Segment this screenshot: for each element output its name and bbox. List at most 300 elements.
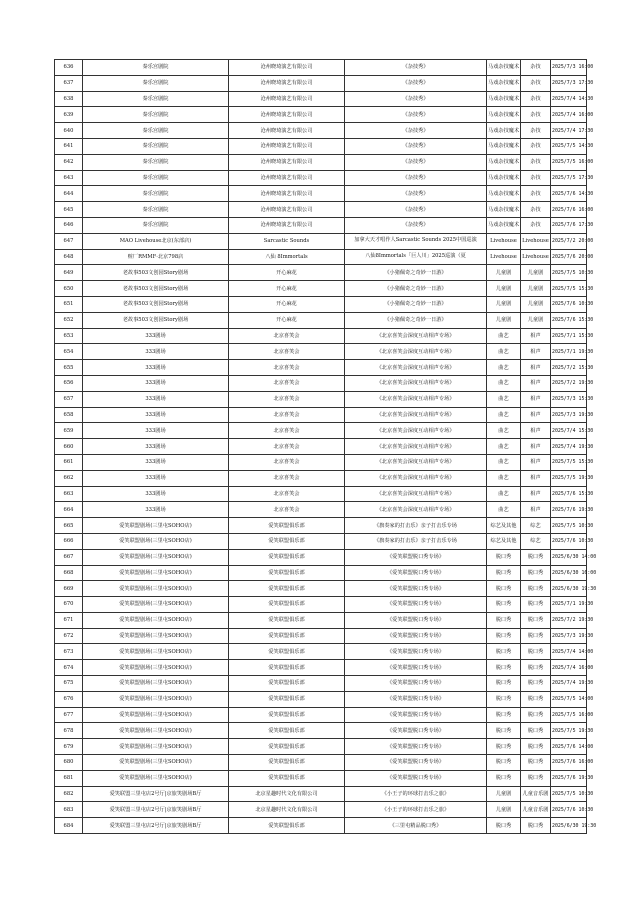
table-row xyxy=(55,470,587,486)
table-row xyxy=(55,628,587,644)
subcategory-cell: 杂技 xyxy=(521,75,551,91)
subcategory-cell: 脱口秀 xyxy=(521,549,551,565)
table-row xyxy=(55,375,587,391)
showtime-cell: 2025/7/3 19:30 xyxy=(551,407,587,423)
row-number-cell: 642 xyxy=(55,154,83,170)
subcategory-cell: 儿童剧 xyxy=(521,312,551,328)
table-row xyxy=(55,786,587,802)
organizer-cell: 开心麻花 xyxy=(229,296,345,312)
organizer-cell: 沧州晓琦演艺有限公司 xyxy=(229,60,345,76)
showtime-cell: 2025/7/4 14:00 xyxy=(551,644,587,660)
category-cell: 马戏杂技魔术 xyxy=(487,138,521,154)
row-number-cell: 644 xyxy=(55,186,83,202)
organizer-cell: 北京喜笑会 xyxy=(229,486,345,502)
show-title-cell: 《北京喜笑会深度互动相声专场》 xyxy=(345,375,487,391)
table-body xyxy=(55,60,597,834)
row-number-cell: 651 xyxy=(55,296,83,312)
row-number-cell: 639 xyxy=(55,107,83,123)
row-number-cell: 645 xyxy=(55,202,83,218)
subcategory-cell: 脱口秀 xyxy=(521,660,551,676)
subcategory-cell: 综艺 xyxy=(521,518,551,534)
showtime-cell: 2025/7/5 10:30 xyxy=(551,518,587,534)
venue-cell: 333剧场 xyxy=(83,344,229,360)
row-number-cell: 669 xyxy=(55,581,83,597)
category-cell: 曲艺 xyxy=(487,407,521,423)
organizer-cell: 爱笑联盟俱乐部 xyxy=(229,770,345,786)
organizer-cell: 开心麻花 xyxy=(229,312,345,328)
table-row xyxy=(55,486,587,502)
venue-cell: 爱笑联盟剧场(三里屯SOHO店) xyxy=(83,597,229,613)
showtime-cell: 2025/7/2 19:30 xyxy=(551,612,587,628)
category-cell: 脱口秀 xyxy=(487,707,521,723)
subcategory-cell: 杂技 xyxy=(521,123,551,139)
show-title-cell: 《北京喜笑会深度互动相声专场》 xyxy=(345,360,487,376)
venue-cell: 爱笑联盟剧场(三里屯SOHO店) xyxy=(83,565,229,581)
row-number-cell: 679 xyxy=(55,739,83,755)
show-title-cell: 《杂技秀》 xyxy=(345,138,487,154)
venue-cell: 爱笑联盟三里屯店2号厅|京旅笑剧场B厅 xyxy=(83,802,229,818)
venue-cell: 爱笑联盟剧场(三里屯SOHO店) xyxy=(83,739,229,755)
table-row xyxy=(55,423,587,439)
row-number-cell: 648 xyxy=(55,249,83,265)
category-cell: 马戏杂技魔术 xyxy=(487,170,521,186)
subcategory-cell: 儿童剧 xyxy=(521,265,551,281)
organizer-cell: 沧州晓琦演艺有限公司 xyxy=(229,123,345,139)
table-row xyxy=(55,123,587,139)
venue-cell: 老故事503文创园Story剧场 xyxy=(83,296,229,312)
table-row xyxy=(55,265,587,281)
venue-cell: 爱笑联盟剧场(三里屯SOHO店) xyxy=(83,549,229,565)
row-number-cell: 659 xyxy=(55,423,83,439)
venue-cell: 老故事503文创园Story剧场 xyxy=(83,281,229,297)
showtime-cell: 2025/7/6 16:00 xyxy=(551,755,587,771)
organizer-cell: 沧州晓琦演艺有限公司 xyxy=(229,170,345,186)
table-row xyxy=(55,202,587,218)
subcategory-cell: 杂技 xyxy=(521,186,551,202)
showtime-cell: 2025/7/2 20:00 xyxy=(551,233,587,249)
venue-cell: 333剧场 xyxy=(83,375,229,391)
category-cell: 脱口秀 xyxy=(487,549,521,565)
show-title-cell: 《北京喜笑会深度互动相声专场》 xyxy=(345,391,487,407)
venue-cell: 333剧场 xyxy=(83,470,229,486)
venue-cell: 爱笑联盟剧场(三里屯SOHO店) xyxy=(83,707,229,723)
table-row xyxy=(55,407,587,423)
table-row xyxy=(55,644,587,660)
show-title-cell: 《北京喜笑会深度互动相声专场》 xyxy=(345,470,487,486)
subcategory-cell: 脱口秀 xyxy=(521,691,551,707)
subcategory-cell: 相声 xyxy=(521,486,551,502)
venue-cell: 赃厂RMMF·北京798店 xyxy=(83,249,229,265)
subcategory-cell: 相声 xyxy=(521,423,551,439)
category-cell: 曲艺 xyxy=(487,328,521,344)
showtime-cell: 2025/7/4 19:30 xyxy=(551,676,587,692)
organizer-cell: 爱笑联盟俱乐部 xyxy=(229,691,345,707)
show-title-cell: 《爱笑联盟脱口秀专场》 xyxy=(345,644,487,660)
show-title-cell: 《爱笑联盟脱口秀专场》 xyxy=(345,565,487,581)
category-cell: 儿童剧 xyxy=(487,265,521,281)
show-title-cell: 《旗奏家的打击乐》亲子打击乐专场 xyxy=(345,533,487,549)
table-row xyxy=(55,296,587,312)
category-cell: 曲艺 xyxy=(487,470,521,486)
organizer-cell: 北京喜笑会 xyxy=(229,375,345,391)
category-cell: 儿童剧 xyxy=(487,281,521,297)
venue-cell: 爱笑联盟剧场(三里屯SOHO店) xyxy=(83,612,229,628)
venue-cell: 爱笑联盟剧场(三里屯SOHO店) xyxy=(83,644,229,660)
row-number-cell: 667 xyxy=(55,549,83,565)
venue-cell: 爱笑联盟剧场(三里屯SOHO店) xyxy=(83,755,229,771)
subcategory-cell: 杂技 xyxy=(521,154,551,170)
subcategory-cell: 脱口秀 xyxy=(521,723,551,739)
subcategory-cell: 脱口秀 xyxy=(521,770,551,786)
table-row xyxy=(55,344,587,360)
show-title-cell: 《小王子的环球打击乐之旅》 xyxy=(345,786,487,802)
table-row xyxy=(55,360,587,376)
organizer-cell: 沧州晓琦演艺有限公司 xyxy=(229,75,345,91)
category-cell: 曲艺 xyxy=(487,502,521,518)
showtime-cell: 2025/7/5 16:00 xyxy=(551,707,587,723)
organizer-cell: 爱笑联盟俱乐部 xyxy=(229,533,345,549)
table-row xyxy=(55,75,587,91)
showtime-cell: 2025/7/4 15:30 xyxy=(551,423,587,439)
table-row xyxy=(55,549,587,565)
venue-cell: 老故事503文创园Story剧场 xyxy=(83,265,229,281)
organizer-cell: 爱笑联盟俱乐部 xyxy=(229,755,345,771)
row-number-cell: 641 xyxy=(55,138,83,154)
subcategory-cell: 脱口秀 xyxy=(521,818,551,834)
organizer-cell: 爱笑联盟俱乐部 xyxy=(229,818,345,834)
category-cell: 马戏杂技魔术 xyxy=(487,202,521,218)
show-title-cell: 《三里屯精品脱口秀》 xyxy=(345,818,487,834)
showtime-cell: 2025/7/5 14:30 xyxy=(551,138,587,154)
subcategory-cell: Livehouse xyxy=(521,249,551,265)
show-title-cell: 《小猪佩奇之奇妙一日游》 xyxy=(345,296,487,312)
row-number-cell: 661 xyxy=(55,454,83,470)
row-number-cell: 665 xyxy=(55,518,83,534)
venue-cell: 爱笑联盟剧场(三里屯SOHO店) xyxy=(83,660,229,676)
table-row xyxy=(55,233,587,249)
show-title-cell: 《爱笑联盟脱口秀专场》 xyxy=(345,612,487,628)
organizer-cell: 沧州晓琦演艺有限公司 xyxy=(229,186,345,202)
show-title-cell: 《爱笑联盟脱口秀专场》 xyxy=(345,628,487,644)
showtime-cell: 2025/7/6 15:30 xyxy=(551,312,587,328)
show-title-cell: 《北京喜笑会深度互动相声专场》 xyxy=(345,328,487,344)
row-number-cell: 663 xyxy=(55,486,83,502)
venue-cell: 爱笑联盟剧场(三里屯SOHO店) xyxy=(83,676,229,692)
venue-cell: 秦乐宫剧院 xyxy=(83,202,229,218)
showtime-cell: 2025/7/5 14:00 xyxy=(551,691,587,707)
category-cell: 脱口秀 xyxy=(487,644,521,660)
subcategory-cell: 综艺 xyxy=(521,533,551,549)
show-title-cell: 《杂技秀》 xyxy=(345,154,487,170)
showtime-cell: 2025/6/30 16:00 xyxy=(551,565,587,581)
table-row xyxy=(55,518,587,534)
showtime-cell: 2025/7/6 14:30 xyxy=(551,186,587,202)
venue-cell: 爱笑联盟三里屯店2号厅|京旅笑剧场B厅 xyxy=(83,786,229,802)
subcategory-cell: 儿童音乐剧 xyxy=(521,786,551,802)
showtime-cell: 2025/6/30 14:00 xyxy=(551,549,587,565)
show-title-cell: 《爱笑联盟脱口秀专场》 xyxy=(345,581,487,597)
organizer-cell: 爱笑联盟俱乐部 xyxy=(229,612,345,628)
showtime-cell: 2025/7/6 19:30 xyxy=(551,502,587,518)
table-row xyxy=(55,170,587,186)
show-title-cell: 《北京喜笑会深度互动相声专场》 xyxy=(345,407,487,423)
subcategory-cell: 儿童音乐剧 xyxy=(521,802,551,818)
table-row xyxy=(55,138,587,154)
organizer-cell: 北京喜笑会 xyxy=(229,423,345,439)
venue-cell: 秦乐宫剧院 xyxy=(83,138,229,154)
venue-cell: 333剧场 xyxy=(83,360,229,376)
subcategory-cell: 相声 xyxy=(521,439,551,455)
organizer-cell: 沧州晓琦演艺有限公司 xyxy=(229,202,345,218)
subcategory-cell: 脱口秀 xyxy=(521,739,551,755)
showtime-cell: 2025/7/6 15:30 xyxy=(551,486,587,502)
venue-cell: 爱笑联盟三里屯店2号厅|京旅笑剧场B厅 xyxy=(83,818,229,834)
show-title-cell: 《旗奏家的打击乐》亲子打击乐专场 xyxy=(345,518,487,534)
subcategory-cell: 脱口秀 xyxy=(521,612,551,628)
venue-cell: 秦乐宫剧院 xyxy=(83,186,229,202)
category-cell: 曲艺 xyxy=(487,423,521,439)
organizer-cell: 爱笑联盟俱乐部 xyxy=(229,707,345,723)
organizer-cell: 沧州晓琦演艺有限公司 xyxy=(229,107,345,123)
show-title-cell: 《北京喜笑会深度互动相声专场》 xyxy=(345,502,487,518)
category-cell: 儿童剧 xyxy=(487,296,521,312)
table-row xyxy=(55,454,587,470)
show-title-cell: 《杂技秀》 xyxy=(345,186,487,202)
row-number-cell: 650 xyxy=(55,281,83,297)
venue-cell: 333剧场 xyxy=(83,407,229,423)
table-row xyxy=(55,502,587,518)
category-cell: 综艺及其他 xyxy=(487,533,521,549)
showtime-cell: 2025/7/5 10:30 xyxy=(551,265,587,281)
category-cell: 曲艺 xyxy=(487,375,521,391)
table-row xyxy=(55,612,587,628)
showtime-cell: 2025/7/5 15:30 xyxy=(551,454,587,470)
organizer-cell: 北京星趣时代文化有限公司 xyxy=(229,802,345,818)
row-number-cell: 647 xyxy=(55,233,83,249)
category-cell: 脱口秀 xyxy=(487,723,521,739)
organizer-cell: Sarcastic Sounds xyxy=(229,233,345,249)
subcategory-cell: 杂技 xyxy=(521,170,551,186)
category-cell: 马戏杂技魔术 xyxy=(487,217,521,233)
row-number-cell: 681 xyxy=(55,770,83,786)
venue-cell: 爱笑联盟剧场(三里屯SOHO店) xyxy=(83,628,229,644)
showtime-cell: 2025/6/30 19:30 xyxy=(551,818,587,834)
show-title-cell: 《爱笑联盟脱口秀专场》 xyxy=(345,770,487,786)
showtime-cell: 2025/7/6 19:30 xyxy=(551,770,587,786)
category-cell: 脱口秀 xyxy=(487,818,521,834)
row-number-cell: 666 xyxy=(55,533,83,549)
category-cell: Livehouse xyxy=(487,233,521,249)
category-cell: 脱口秀 xyxy=(487,581,521,597)
venue-cell: 爱笑联盟剧场(三里屯SOHO店) xyxy=(83,723,229,739)
organizer-cell: 北京喜笑会 xyxy=(229,328,345,344)
showtime-cell: 2025/7/6 10:30 xyxy=(551,802,587,818)
organizer-cell: 北京喜笑会 xyxy=(229,502,345,518)
table-row xyxy=(55,186,587,202)
subcategory-cell: 相声 xyxy=(521,391,551,407)
row-number-cell: 657 xyxy=(55,391,83,407)
showtime-cell: 2025/7/5 15:30 xyxy=(551,281,587,297)
show-title-cell: 《爱笑联盟脱口秀专场》 xyxy=(345,755,487,771)
organizer-cell: 爱笑联盟俱乐部 xyxy=(229,597,345,613)
category-cell: 综艺及其他 xyxy=(487,518,521,534)
organizer-cell: 北京喜笑会 xyxy=(229,360,345,376)
showtime-cell: 2025/7/1 19:30 xyxy=(551,344,587,360)
table-row xyxy=(55,676,587,692)
row-number-cell: 660 xyxy=(55,439,83,455)
showtime-cell: 2025/7/6 20:00 xyxy=(551,249,587,265)
subcategory-cell: 相声 xyxy=(521,375,551,391)
organizer-cell: 北京星趣时代文化有限公司 xyxy=(229,786,345,802)
row-number-cell: 649 xyxy=(55,265,83,281)
subcategory-cell: 相声 xyxy=(521,502,551,518)
venue-cell: 333剧场 xyxy=(83,454,229,470)
table-row xyxy=(55,328,587,344)
show-title-cell: 《杂技秀》 xyxy=(345,123,487,139)
showtime-cell: 2025/7/3 15:30 xyxy=(551,391,587,407)
row-number-cell: 662 xyxy=(55,470,83,486)
venue-cell: 333剧场 xyxy=(83,423,229,439)
organizer-cell: 爱笑联盟俱乐部 xyxy=(229,660,345,676)
row-number-cell: 636 xyxy=(55,60,83,76)
subcategory-cell: 杂技 xyxy=(521,202,551,218)
organizer-cell: 爱笑联盟俱乐部 xyxy=(229,723,345,739)
showtime-cell: 2025/7/5 19:30 xyxy=(551,723,587,739)
organizer-cell: 沧州晓琦演艺有限公司 xyxy=(229,154,345,170)
subcategory-cell: 相声 xyxy=(521,360,551,376)
category-cell: 脱口秀 xyxy=(487,597,521,613)
showtime-cell: 2025/7/3 17:30 xyxy=(551,75,587,91)
document-page xyxy=(54,59,597,834)
subcategory-cell: 相声 xyxy=(521,470,551,486)
organizer-cell: 爱笑联盟俱乐部 xyxy=(229,676,345,692)
showtime-cell: 2025/7/3 16:00 xyxy=(551,60,587,76)
row-number-cell: 655 xyxy=(55,360,83,376)
table-row xyxy=(55,739,587,755)
showtime-cell: 2025/7/6 14:00 xyxy=(551,739,587,755)
show-title-cell: 《小猪佩奇之奇妙一日游》 xyxy=(345,281,487,297)
show-title-cell: 《爱笑联盟脱口秀专场》 xyxy=(345,707,487,723)
show-title-cell: 加拿大天才唱作人Sarcastic Sounds 2025中国巡演 xyxy=(345,233,487,249)
venue-cell: 秦乐宫剧院 xyxy=(83,217,229,233)
table-row xyxy=(55,597,587,613)
category-cell: 曲艺 xyxy=(487,344,521,360)
show-title-cell: 《爱笑联盟脱口秀专场》 xyxy=(345,549,487,565)
venue-cell: 333剧场 xyxy=(83,391,229,407)
subcategory-cell: 杂技 xyxy=(521,138,551,154)
show-title-cell: 《北京喜笑会深度互动相声专场》 xyxy=(345,344,487,360)
venue-cell: 秦乐宫剧院 xyxy=(83,170,229,186)
show-title-cell: 《杂技秀》 xyxy=(345,217,487,233)
organizer-cell: 沧州晓琦演艺有限公司 xyxy=(229,91,345,107)
category-cell: 马戏杂技魔术 xyxy=(487,123,521,139)
show-title-cell: 《北京喜笑会深度互动相声专场》 xyxy=(345,423,487,439)
venue-cell: 爱笑联盟剧场(三里屯SOHO店) xyxy=(83,581,229,597)
showtime-cell: 2025/7/4 17:30 xyxy=(551,123,587,139)
show-title-cell: 《爱笑联盟脱口秀专场》 xyxy=(345,739,487,755)
table-row xyxy=(55,565,587,581)
row-number-cell: 683 xyxy=(55,802,83,818)
row-number-cell: 668 xyxy=(55,565,83,581)
show-title-cell: 《杂技秀》 xyxy=(345,91,487,107)
subcategory-cell: 相声 xyxy=(521,454,551,470)
showtime-cell: 2025/7/4 16:00 xyxy=(551,660,587,676)
row-number-cell: 640 xyxy=(55,123,83,139)
category-cell: 脱口秀 xyxy=(487,565,521,581)
organizer-cell: 爱笑联盟俱乐部 xyxy=(229,581,345,597)
category-cell: Livehouse xyxy=(487,249,521,265)
row-number-cell: 670 xyxy=(55,597,83,613)
table-row xyxy=(55,660,587,676)
venue-cell: 333剧场 xyxy=(83,328,229,344)
category-cell: 马戏杂技魔术 xyxy=(487,107,521,123)
showtime-cell: 2025/7/5 16:00 xyxy=(551,154,587,170)
category-cell: 马戏杂技魔术 xyxy=(487,75,521,91)
showtime-cell: 2025/7/1 19:30 xyxy=(551,597,587,613)
category-cell: 脱口秀 xyxy=(487,676,521,692)
row-number-cell: 664 xyxy=(55,502,83,518)
category-cell: 马戏杂技魔术 xyxy=(487,91,521,107)
category-cell: 马戏杂技魔术 xyxy=(487,186,521,202)
venue-cell: 333剧场 xyxy=(83,439,229,455)
show-title-cell: 《爱笑联盟脱口秀专场》 xyxy=(345,676,487,692)
table-row xyxy=(55,770,587,786)
venue-cell: 秦乐宫剧院 xyxy=(83,91,229,107)
category-cell: 马戏杂技魔术 xyxy=(487,154,521,170)
category-cell: 脱口秀 xyxy=(487,612,521,628)
showtime-cell: 2025/7/3 19:30 xyxy=(551,628,587,644)
row-number-cell: 680 xyxy=(55,755,83,771)
category-cell: 曲艺 xyxy=(487,454,521,470)
subcategory-cell: 相声 xyxy=(521,407,551,423)
show-title-cell: 《爱笑联盟脱口秀专场》 xyxy=(345,723,487,739)
show-title-cell: 《小猪佩奇之奇妙一日游》 xyxy=(345,312,487,328)
organizer-cell: 爱笑联盟俱乐部 xyxy=(229,518,345,534)
show-title-cell: 《杂技秀》 xyxy=(345,75,487,91)
table-row xyxy=(55,818,587,834)
subcategory-cell: Livehouse xyxy=(521,233,551,249)
category-cell: 曲艺 xyxy=(487,486,521,502)
venue-cell: 老故事503文创园Story剧场 xyxy=(83,312,229,328)
organizer-cell: 爱笑联盟俱乐部 xyxy=(229,549,345,565)
table-row xyxy=(55,723,587,739)
row-number-cell: 671 xyxy=(55,612,83,628)
organizer-cell: 沧州晓琦演艺有限公司 xyxy=(229,138,345,154)
row-number-cell: 653 xyxy=(55,328,83,344)
subcategory-cell: 脱口秀 xyxy=(521,581,551,597)
row-number-cell: 643 xyxy=(55,170,83,186)
organizer-cell: 沧州晓琦演艺有限公司 xyxy=(229,217,345,233)
organizer-cell: 北京喜笑会 xyxy=(229,391,345,407)
subcategory-cell: 脱口秀 xyxy=(521,628,551,644)
row-number-cell: 646 xyxy=(55,217,83,233)
showtime-cell: 2025/7/6 16:00 xyxy=(551,202,587,218)
venue-cell: 秦乐宫剧院 xyxy=(83,60,229,76)
row-number-cell: 673 xyxy=(55,644,83,660)
show-title-cell: 《杂技秀》 xyxy=(345,107,487,123)
table-row xyxy=(55,281,587,297)
table-row xyxy=(55,581,587,597)
showtime-cell: 2025/7/5 19:30 xyxy=(551,470,587,486)
show-title-cell: 《北京喜笑会深度互动相声专场》 xyxy=(345,439,487,455)
table-row xyxy=(55,107,587,123)
subcategory-cell: 脱口秀 xyxy=(521,597,551,613)
row-number-cell: 637 xyxy=(55,75,83,91)
category-cell: 脱口秀 xyxy=(487,739,521,755)
subcategory-cell: 儿童剧 xyxy=(521,281,551,297)
showtime-cell: 2025/7/2 15:30 xyxy=(551,360,587,376)
subcategory-cell: 杂技 xyxy=(521,217,551,233)
